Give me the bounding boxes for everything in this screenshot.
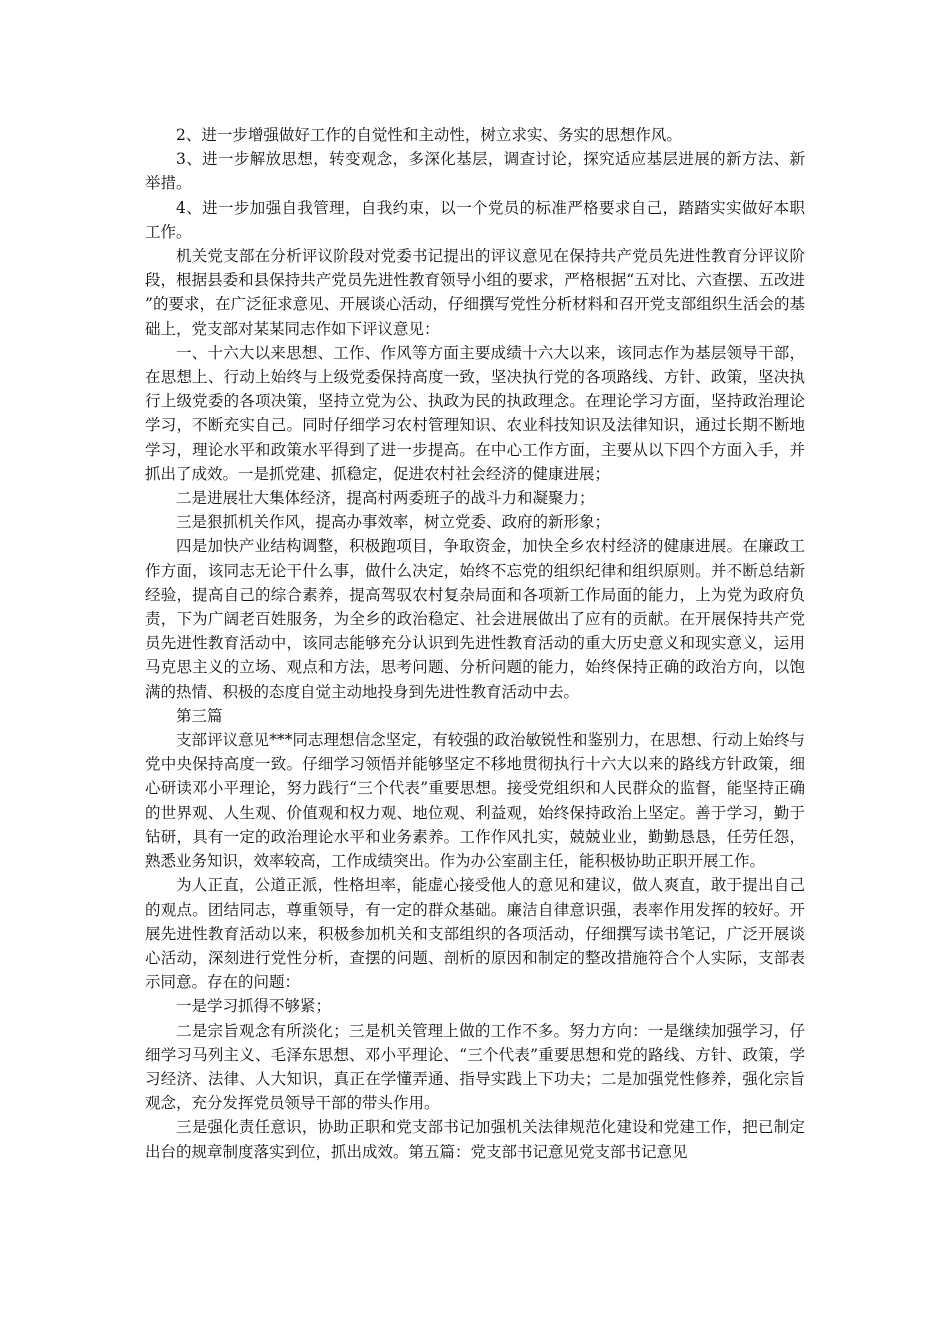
paragraph: 三是强化责任意识，协助正职和党支部书记加强机关法律规范化建设和党建工作，把已制定出台的规章制度落实到位，抓出成效。第五篇：党支部书记意见党支部书记意见 — [145, 1118, 805, 1161]
paragraph: 3、进一步解放思想，转变观念，多深化基层，调查讨论，探究适应基层进展的新方法、新举措。 — [145, 150, 805, 193]
paragraph: 三是狠抓机关作风，提高办事效率，树立党委、政府的新形象； — [176, 513, 611, 532]
paragraph: 四是加快产业结构调整，积极跑项目，争取资金，加快全乡农村经济的健康进展。在廉政工作方面，该同志无论干什么事，做什么决定，始终不忘党的组织纪律和组织原则。并不断总结新经验，提高自己的综合素养，提高驾驭农村复杂局面和各项新工作局面的能力，上为党为政府负责，下为广阔老百姓服务，为全乡的政治稳定、社会进展做出了应有的贡献。在开展保持共产党员先进性教育活动中，该同志能够充分认识到先进性教育活动的重大历史意义和现实意义，运用马克思主义的立场、观点和方法，思考问题、分析问题的能力，始终保持正确的政治方向，以饱满的热情、积极的态度自觉主动地投身到先进性教育活动中去。 — [145, 537, 805, 701]
paragraph: 机关党支部在分析评议阶段对党委书记提出的评议意见在保持共产党员先进性教育分评议阶段，根据县委和县保持共产党员先进性教育领导小组的要求，严格根据“五对比、六查摆、五改进”的要求，在广泛征求意见、开展谈心活动，仔细撰写党性分析材料和召开党支部组织生活会的基础上，党支部对某某同志作如下评议意见： — [145, 247, 805, 338]
paragraph: 一是学习抓得不够紧； — [176, 997, 332, 1016]
paragraph: 二是进展壮大集体经济，提高村两委班子的战斗力和凝聚力； — [176, 489, 595, 508]
section-heading: 第三篇 — [176, 706, 223, 725]
paragraph: 一、十六大以来思想、工作、作风等方面主要成绩十六大以来，该同志作为基层领导干部，在思想上、行动上始终与上级党委保持高度一致，坚决执行党的各项路线、方针、政策，坚决执行上级党委的各项决策，坚持立党为公、执政为民的执政理念。在理论学习方面，坚持政治理论学习，不断充实自己。同时仔细学习农村管理知识、农业科技知识及法律知识，通过长期不断地学习，理论水平和政策水平得到了进一步提高。在中心工作方面，主要从以下四个方面入手，并抓出了成效。一是抓党建、抓稳定，促进农村社会经济的健康进展； — [145, 343, 805, 483]
paragraph: 4、进一步加强自我管理，自我约束，以一个党员的标准严格要求自己，踏踏实实做好本职工作。 — [145, 198, 805, 241]
paragraph: 支部评议意见***同志理想信念坚定，有较强的政治敏锐性和鉴别力，在思想、行动上始终与党中央保持高度一致。仔细学习领悟并能够坚定不移地贯彻执行十六大以来的路线方针政策，细心研读邓小平理论，努力践行“三个代表”重要思想。接受党组织和人民群众的监督，能坚持正确的世界观、人生观、价值观和权力观、地位观、利益观，始终保持政治上坚定。善于学习，勤于钻研，具有一定的政治理论水平和业务素养。工作作风扎实，兢兢业业，勤勤恳恳，任劳任怨，熟悉业务知识，效率较高，工作成绩突出。作为办公室副主任，能积极协助正职开展工作。 — [145, 731, 805, 871]
paragraph: 二是宗旨观念有所淡化；三是机关管理上做的工作不多。努力方向：一是继续加强学习，仔细学习马列主义、毛泽东思想、邓小平理论、“三个代表”重要思想和党的路线、方针、政策，学习经济、法律、人大知识，真正在学懂弄通、指导实践上下功夫；二是加强党性修养，强化宗旨观念，充分发挥党员领导干部的带头作用。 — [145, 1021, 805, 1113]
document-body — [145, 123, 805, 1164]
paragraph: 为人正直，公道正派，性格坦率，能虚心接受他人的意见和建议，做人爽直，敢于提出自己的观点。团结同志，尊重领导，有一定的群众基础。廉洁自律意识强，表率作用发挥的较好。开展先进性教育活动以来，积极参加机关和支部组织的各项活动，仔细撰写读书笔记，广泛开展谈心活动，深刻进行党性分析，查摆的问题、剖析的原因和制定的整改措施符合个人实际，支部表示同意。存在的问题： — [145, 876, 805, 992]
paragraph: 2、进一步增强做好工作的自觉性和主动性，树立求实、务实的思想作风。 — [176, 126, 682, 144]
